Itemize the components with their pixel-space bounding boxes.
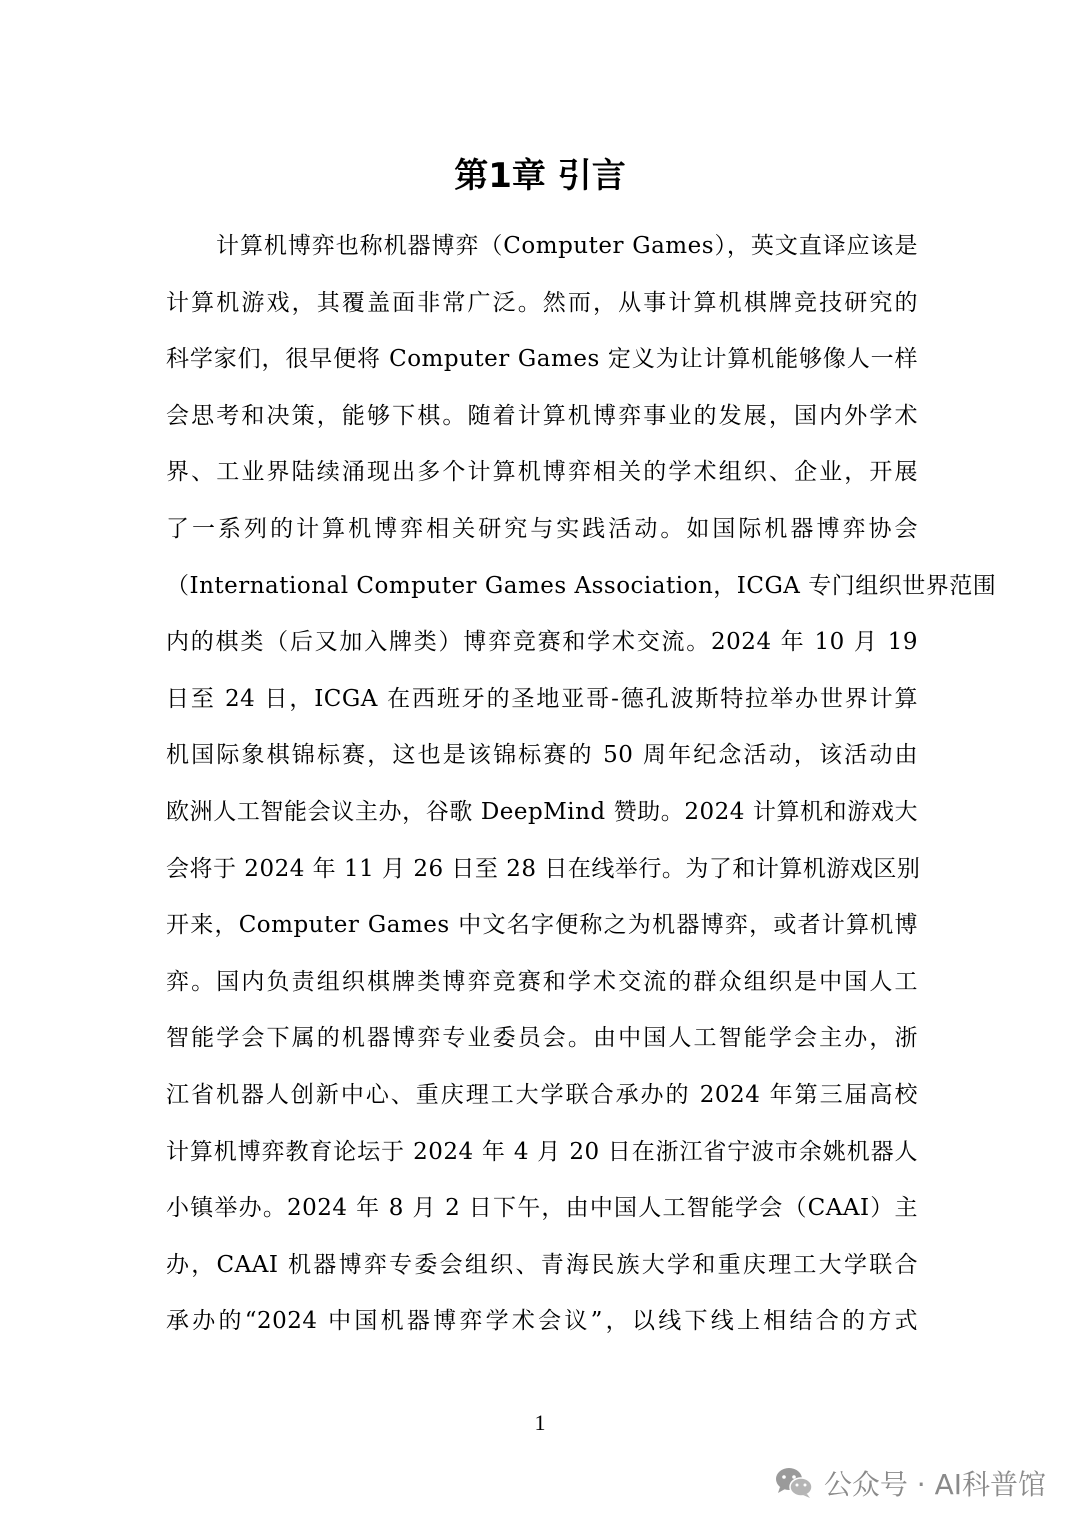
text-line: 界、工业界陆续涌现出多个计算机博弈相关的学术组织、企业，开展 — [166, 459, 918, 486]
text-line: 会将于 2024 年 11 月 26 日至 28 日在线举行。为了和计算机游戏区别 — [166, 855, 921, 882]
text-line: 江省机器人创新中心、重庆理工大学联合承办的 2024 年第三届高校 — [166, 1081, 918, 1108]
text-line: 弈。国内负责组织棋牌类博弈竞赛和学术交流的群众组织是中国人工 — [166, 968, 918, 995]
text-line: 开来，Computer Games 中文名字便称之为机器博弈，或者计算机博 — [166, 912, 918, 939]
text-line: 办，CAAI 机器博弈专委会组织、青海民族大学和重庆理工大学联合 — [166, 1251, 918, 1278]
text-line: 承办的“2024 中国机器博弈学术会议”，以线下线上相结合的方式 — [166, 1308, 918, 1335]
text-line: 日至 24 日，ICGA 在西班牙的圣地亚哥-德孔波斯特拉举办世界计算 — [166, 685, 918, 712]
page-number: 1 — [534, 1410, 546, 1435]
text-line: 智能学会下属的机器博弈专业委员会。由中国人工智能学会主办，浙 — [166, 1025, 918, 1052]
text-line: 机国际象棋锦标赛，这也是该锦标赛的 50 周年纪念活动，该活动由 — [166, 742, 918, 769]
text-line: 小镇举办。2024 年 8 月 2 日下午，由中国人工智能学会（CAAI）主 — [166, 1195, 918, 1222]
text-line: 内的棋类（后又加入牌类）博弈竞赛和学术交流。2024 年 10 月 19 — [166, 629, 918, 656]
text-line: 了一系列的计算机博弈相关研究与实践活动。如国际机器博弈协会 — [166, 515, 918, 542]
text-line: 计算机博弈也称机器博弈（Computer Games），英文直译应该是 — [216, 233, 918, 259]
wechat-icon — [774, 1466, 814, 1500]
watermark — [774, 1458, 1046, 1508]
body-paragraph — [166, 218, 997, 1350]
watermark-text: 公众号 · AI科普馆 — [823, 1468, 1046, 1501]
text-line: （International Computer Games Association，ICGA 专门组织世界范围 — [166, 572, 997, 599]
page-title: 第1章 引言 — [454, 156, 626, 196]
text-line: 计算机游戏，其覆盖面非常广泛。然而，从事计算机棋牌竞技研究的 — [166, 289, 918, 316]
text-line: 欧洲人工智能会议主办，谷歌 DeepMind 赞助。2024 计算机和游戏大 — [166, 798, 918, 825]
text-line: 会思考和决策，能够下棋。随着计算机博弈事业的发展，国内外学术 — [166, 402, 918, 429]
text-line: 科学家们，很早便将 Computer Games 定义为让计算机能够像人一样 — [166, 346, 918, 373]
text-line: 计算机博弈教育论坛于 2024 年 4 月 20 日在浙江省宁波市余姚机器人 — [166, 1138, 918, 1165]
